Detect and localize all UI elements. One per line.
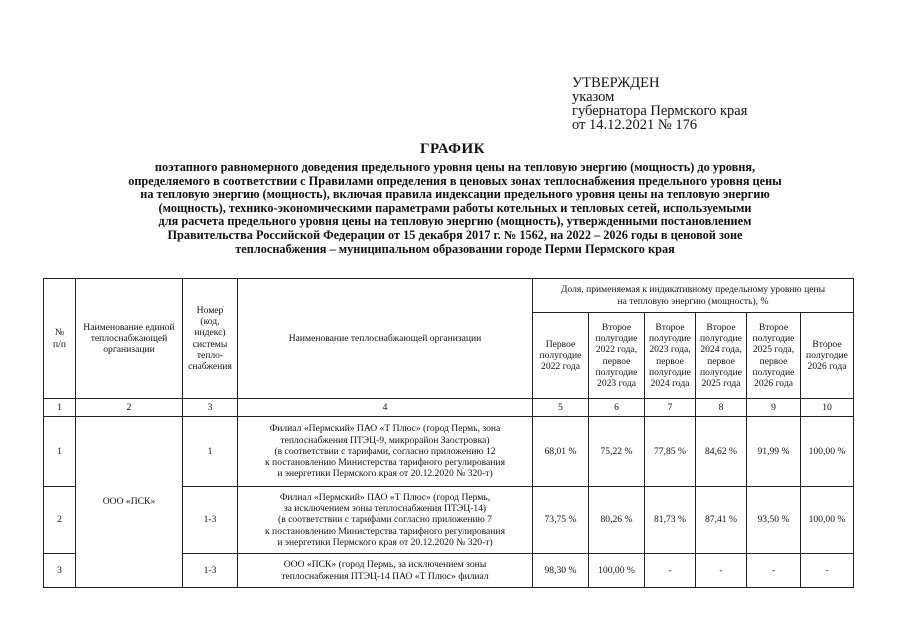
row-value: 84,62 % — [696, 417, 747, 487]
header-unified-org: Наименование единой теплоснабжающей организации — [76, 279, 183, 399]
row-num: 2 — [44, 487, 76, 554]
row-supplier: Филиал «Пермский» ПАО «Т Плюс» (город Пермь, за исключением зоны теплоснабжения ПТЭЦ-14) (в соответствии с тарифами согласно приложению 7 к постановлению Министерства тарифного регулирования и энергетики Пермского края от 20.12.2020 № 320-т) — [238, 487, 533, 554]
header-system-number: Номер (код, индекс) системы тепло- снабжения — [183, 279, 238, 399]
subtitle-line: теплоснабжения – муниципальном образовании городе Перми Пермского края — [235, 241, 675, 256]
column-number: 4 — [238, 399, 533, 417]
header-period: Второе полугодие 2026 года — [801, 313, 854, 399]
subtitle-line: поэтапного равномерного доведения предельного уровня цены на тепловую энергию (мощность) до уровня, — [154, 160, 756, 174]
row-value: 87,41 % — [696, 487, 747, 554]
document-subtitle — [60, 161, 850, 256]
row-value: 100,00 % — [801, 417, 854, 487]
row-value: 81,73 % — [645, 487, 696, 554]
row-num: 1 — [44, 417, 76, 487]
document-title: ГРАФИК — [419, 141, 486, 157]
column-number: 2 — [76, 399, 183, 417]
unified-org-name: ООО «ПСК» — [76, 417, 183, 588]
row-value: 91,99 % — [747, 417, 801, 487]
row-value: 93,50 % — [747, 487, 801, 554]
header-period: Второе полугодие 2023 года, первое полугодие 2024 года — [645, 313, 696, 399]
column-number: 7 — [645, 399, 696, 417]
row-num: 3 — [44, 554, 76, 588]
approval-decree: указом — [572, 89, 615, 105]
row-value: 75,22 % — [589, 417, 645, 487]
header-period: Второе полугодие 2025 года, первое полугодие 2026 года — [747, 313, 801, 399]
subtitle-line: на тепловую энергию (мощность), включая правила индексации предельного уровня цены на тепловую энергию — [140, 187, 770, 202]
row-value: - — [645, 554, 696, 588]
subtitle-line: определяемого в соответствии с Правилами определения в ценовых зонах теплоснабжения предельного уровня цены — [128, 173, 782, 188]
column-number: 10 — [801, 399, 854, 417]
row-value: 68,01 % — [533, 417, 589, 487]
row-value: 100,00 % — [801, 487, 854, 554]
row-value: - — [696, 554, 747, 588]
header-num: № п/п — [44, 279, 76, 399]
subtitle-line: Правительства Российской Федерации от 15 декабря 2017 г. № 1562, на 2022 – 2026 годы в ценовой зоне — [167, 227, 743, 242]
row-value: - — [801, 554, 854, 588]
row-value: 73,75 % — [533, 487, 589, 554]
approval-issuer: губернатора Пермского края — [572, 103, 748, 119]
subtitle-line: для расчета предельного уровня цены на тепловую энергию (мощность), утвержденными постановлением — [158, 214, 752, 229]
row-value: - — [747, 554, 801, 588]
header-share-group: Доля, применяемая к индикативному предельному уровню цены на тепловую энергию (мощность), % — [533, 279, 854, 313]
approval-heading: УТВЕРЖДЕН — [572, 75, 660, 91]
schedule-table — [43, 278, 854, 588]
row-system: 1-3 — [183, 487, 238, 554]
approval-date: от 14.12.2021 № 176 — [572, 117, 698, 133]
column-number: 9 — [747, 399, 801, 417]
column-number: 3 — [183, 399, 238, 417]
column-number-row — [44, 399, 854, 417]
column-number: 1 — [44, 399, 76, 417]
row-value: 98,30 % — [533, 554, 589, 588]
header-period: Второе полугодие 2024 года, первое полугодие 2025 года — [696, 313, 747, 399]
row-value: 100,00 % — [589, 554, 645, 588]
column-number: 8 — [696, 399, 747, 417]
header-supplier: Наименование теплоснабжающей организации — [238, 279, 533, 399]
row-system: 1 — [183, 417, 238, 487]
row-system: 1-3 — [183, 554, 238, 588]
column-number: 5 — [533, 399, 589, 417]
subtitle-line: (мощность), технико-экономическими параметрами работы котельных и тепловых сетей, используемыми — [158, 200, 752, 215]
column-number: 6 — [589, 399, 645, 417]
table-row — [44, 417, 854, 487]
header-period: Первое полугодие 2022 года — [533, 313, 589, 399]
row-value: 80,26 % — [589, 487, 645, 554]
row-supplier: Филиал «Пермский» ПАО «Т Плюс» (город Пермь, зона теплоснабжения ПТЭЦ-9, микрорайон Заостровка) (в соответствии с тарифами, согласно приложению 12 к постановлению Министерства тарифного регулирования и энергетики Пермского края от 20.12.2020 № 320-т) — [238, 417, 533, 487]
row-value: 77,85 % — [645, 417, 696, 487]
approval-stamp — [572, 76, 747, 132]
row-supplier: ООО «ПСК» (город Пермь, за исключением зоны теплоснабжения ПТЭЦ-14 ПАО «Т Плюс» филиал — [238, 554, 533, 588]
header-period: Второе полугодие 2022 года, первое полугодие 2023 года — [589, 313, 645, 399]
